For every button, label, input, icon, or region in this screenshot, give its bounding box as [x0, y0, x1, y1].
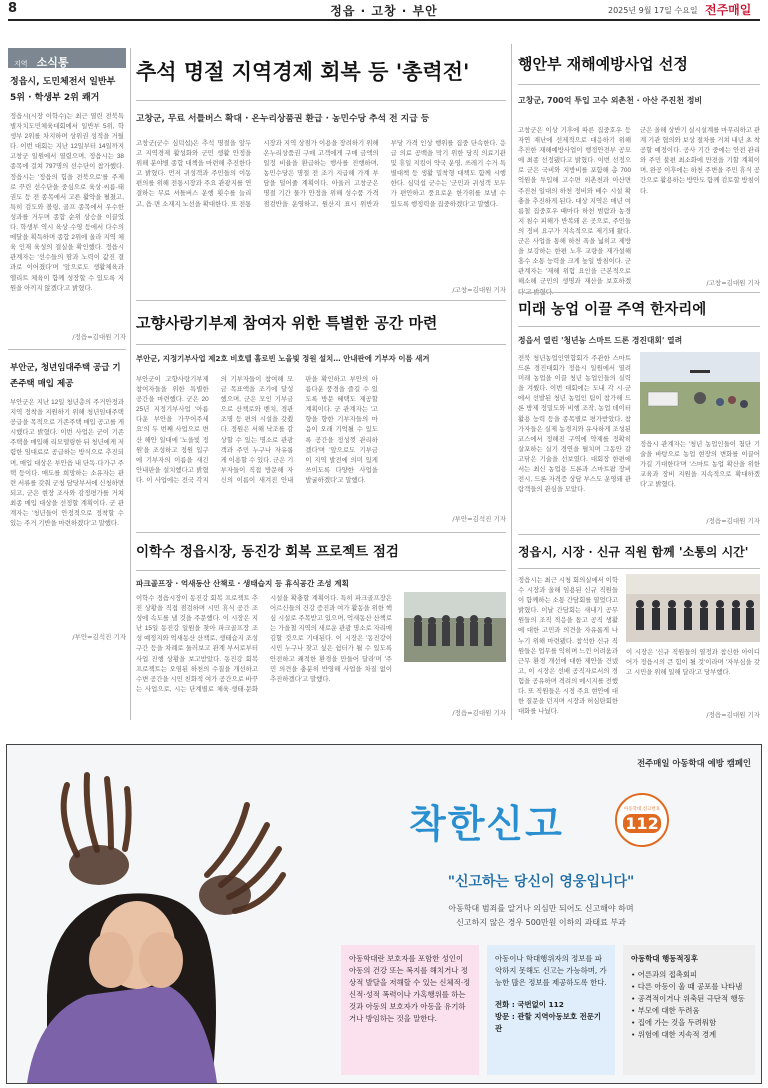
ad-signs-item: • 어른과의 접촉회피 — [631, 970, 698, 979]
campaign-logo — [409, 793, 669, 863]
left3-body: 이학수 정읍시장이 동진강 회복 프로젝트 추진 상황을 직접 점검하며 시민 휴식 공간 조성에 속도를 낼 것을 주문했다. 이 시장은 지난 15일 동진강 일원을 찾아 파크골프장 조성 예정지와 억새동산 산책로, 생태습지 조성 구간 등을 차례로 둘러보고 관계 부서로부터 사업 진행 상황을 보고받았다. 동진강 회복 프로젝트는 오염된 하천의 수질을 개선하고 수변 공간을 시민 친화적 여가 공간으로 바꾸는 사업으로, 시는 단계별로 체육·생태·문화 시설을 확충할 계획이다. 특히 파크골프장은 어르신들의 건강 증진과 여가 활동을 위한 핵심 시설로 주목받고 있으며, 억새동산 산책로는 가을철 지역의 새로운 관광 명소로 자리매김할 것으로 기대된다. 이 시장은 '동진강이 시민 누구나 찾고 싶은 쉼터가 될 수 있도록 안전하고 쾌적한 환경을 만들어 달라'며 '주민 의견을 충분히 반영해 사업을 차질 없이 추진하겠다'고 말했다. — [136, 595, 392, 693]
section-divider — [518, 292, 760, 293]
right2-body-2: 정읍시 관계자는 '청년 농업인들이 첨단 기술을 바탕으로 농업 현장의 변화를 이끌어 가길 기대한다'며 '스마트 농업 확산을 위한 교육과 장비 지원을 지속적으로 확대하겠다'고 밝혔다. — [640, 441, 760, 489]
right3-headline: 정읍시, 시장 · 신규 직원 함께 '소통의 시간' — [518, 545, 749, 559]
right1-headline: 행안부 재해예방사업 선정 — [518, 55, 688, 73]
logo-text: 착한신고 — [409, 802, 564, 846]
sidebar-tag: 지역 — [14, 60, 28, 68]
headline-rule — [518, 568, 760, 569]
sidebar-item1-headline: 정읍시, 도민체전서 일반부 5위 · 학생부 2위 쾌거 — [10, 77, 116, 103]
left3-headline: 이학수 정읍시장, 동진강 회복 프로젝트 점검 — [136, 544, 399, 560]
drone-contest-photo — [640, 352, 760, 434]
sidebar-divider — [8, 349, 126, 350]
ad-report-phone: 전화 : 국번없이 112 — [495, 1000, 564, 1009]
right-article-2 — [518, 294, 760, 534]
ad-signs-item: • 위험에 대한 지속적 경계 — [631, 1030, 717, 1039]
drone-contest-scene — [640, 352, 760, 434]
ad-signs-item: • 부모에 대한 두려움 — [631, 1006, 700, 1015]
page-number: 8 — [8, 1, 18, 16]
left-article-2 — [136, 302, 506, 530]
headline-rule — [136, 100, 506, 101]
headline-rule — [136, 344, 506, 345]
ad-signs-box — [623, 945, 755, 1075]
section-divider — [518, 534, 760, 535]
left2-headline: 고향사랑기부제 참여자 위한 특별한 공간 마련 — [136, 314, 438, 332]
inspection-group-scene — [404, 592, 506, 662]
left-article-3 — [136, 534, 506, 724]
sidebar-news-briefs — [8, 48, 126, 720]
main-body: 고창군(군수 심덕섭)은 추석 명절을 앞두고 지역경제 활성화와 군민 생활 안정을 위해 분야별 종합 대책을 마련해 추진한다고 밝혔다. 먼저 귀성객과 주민들의 이동 편의를 위해 전통시장과 주요 관광지를 연결하는 무료 셔틀버스 운행 횟수를 늘리고, 읍·면 소재지 노선을 확대한다. 또 전통시장과 지역 상점가 이용을 장려하기 위해 온누리상품권 구매 고객에게 구매 금액의 일정 비율을 환급하는 행사를 진행하며, 농민수당은 명절 전 조기 지급해 가계 부담을 덜어줄 계획이다. 아울러 고창군은 명절 기간 물가 안정을 위해 성수품 가격 점검반을 운영하고, 원산지 표시 위반과 부당 가격 인상 행위를 집중 단속한다. 응급 의료 공백을 막기 위한 당직 의료기관 및 휴일 지킴이 약국 운영, 쓰레기 수거 특별대책 등 생활 밀착형 대책도 함께 시행한다. 심덕섭 군수는 '군민과 귀성객 모두가 편안하고 풍요로운 한가위를 보낼 수 있도록 행정력을 집중하겠다'고 말했다. — [136, 140, 506, 208]
right1-subhead: 고창군, 700억 투입 고수 외촌천 · 아산 주진천 정비 — [518, 96, 703, 105]
right3-body: 정읍시는 최근 시청 회의실에서 이학수 시장과 올해 임용된 신규 직원들이 함께하는 소통 간담회를 열었다고 밝혔다. 이날 간담회는 새내기 공무원들의 조직 적응을 돕고 공직 생활에 대한 고민과 의견을 자유롭게 나누기 위해 마련됐다. 참석한 신규 직원들은 업무를 익히며 느낀 어려움과 근무 환경 개선에 대한 제안을 건넸고, 이 시장은 선배 공직자로서의 경험을 공유하며 격려의 메시지를 전했다. 또 직원들은 시정 주요 현안에 대한 질문을 던지며 시장과 허심탄회한 대화를 나눴다. — [518, 577, 618, 716]
main-article — [136, 44, 506, 294]
ad-report-box — [487, 945, 615, 1075]
ad-campaign-label: 전주매일 아동학대 예방 캠페인 — [637, 758, 751, 768]
right3-byline: /정읍=김대원 기자 — [706, 711, 760, 719]
page-header — [8, 0, 760, 18]
staff-group-scene — [626, 574, 760, 642]
ad-lead-1: 아동학대 범죄를 알거나 의심만 되어도 신고해야 하며 — [448, 904, 634, 913]
section-divider — [136, 300, 506, 301]
ad-report-visit: 방문 : 관할 지역아동보호 전문기관 — [495, 1012, 602, 1033]
left3-subhead: 파크골프장 · 억새동산 산책로 · 생태습지 등 휴식공간 조성 계획 — [136, 579, 349, 588]
sidebar-item2-byline: /부안=김석진 기자 — [72, 633, 126, 641]
staff-meeting-photo — [626, 574, 760, 642]
column-divider — [511, 44, 512, 720]
ad-report-text: 아동이나 학대행위자의 정보를 파악하지 못해도 신고는 가능하며, 가능한 많은 정보를 제공하도록 한다. — [495, 954, 607, 987]
left2-body-col4 — [392, 378, 506, 518]
right-article-1 — [518, 44, 760, 298]
ad-signs-item: • 집에 가는 것을 두려워함 — [631, 1018, 717, 1027]
ad-signs-item: • 공격적이거나 위축된 극단적 행동 — [631, 994, 745, 1003]
main-subhead: 고창군, 무료 서틀버스 확대 · 온누리상품권 환급 · 농민수당 추석 전 지급 등 — [136, 114, 430, 124]
campaign-advertisement — [6, 744, 762, 1084]
sidebar-title: 소식통 — [36, 56, 69, 69]
ad-signs-item: • 다른 아동이 울 때 공포를 나타냄 — [631, 982, 743, 991]
section-divider — [136, 532, 506, 533]
right2-subhead: 정읍서 열린 '청년농 스마트 드론 경진대회' 열려 — [518, 336, 683, 345]
headline-rule — [518, 326, 760, 327]
ad-definition-text: 아동학대란 보호자를 포함한 성인이 아동의 건강 또는 복지를 해치거나 정상적 발달을 저해할 수 있는 신체적·정신적·성적 폭력이나 가혹행위를 하는 것과 아동의 보호자가 아동을 유기하거나 방임하는 것을 말한다. — [349, 954, 471, 1023]
newspaper-name: 전주매일 — [705, 3, 752, 17]
right1-body: 고창군은 이상 기후에 따른 집중호우 등 자연 재난에 선제적으로 대응하기 위해 추진한 재해예방사업이 행정안전부 공모에 최종 선정됐다고 밝혔다. 이번 선정으로 군은 국비와 지방비를 포함해 총 700억원을 투입해 고수면 외촌천과 아산면 주진천 일대의 하천 정비와 배수 시설 확충을 추진하게 된다. 대상 지역은 매년 여름철 집중호우 때마다 하천 범람과 농경지 침수 피해가 반복돼 온 곳으로, 주민들의 정비 요구가 지속적으로 제기돼 왔다. 군은 사업을 통해 하천 폭을 넓히고 제방을 보강하는 한편 노후 교량을 재가설해 홍수 소통 능력을 크게 높일 방침이다. 군 관계자는 '재해 위험 요인을 근본적으로 해소해 군민의 생명과 재산을 보호하겠 — [518, 127, 631, 286]
sidebar-item1-byline: /정읍=김대원 기자 — [72, 333, 126, 341]
headline-rule — [136, 570, 506, 571]
issue-date: 2025년 9월 17일 수요일 — [608, 6, 698, 15]
header-rule — [8, 19, 760, 21]
right-article-3 — [518, 536, 760, 724]
sidebar-item2-headline: 부안군, 청년임대주택 공급 기존주택 매입 제공 — [10, 363, 121, 389]
right1-byline: /고창=김대원 기자 — [706, 279, 760, 287]
right2-body: 전북 청년농업인연합회가 주관한 스마트 드론 경진대회가 정읍시 일원에서 열려 미래 농업을 이끌 청년 농업인들의 실력을 겨뤘다. 이번 대회에는 도내 각 시·군에서 선발된 청년 농업인 팀이 참가해 드론 방제 정밀도와 비행 조작, 농업 데이터 활용 능력 등을 종목별로 평가받았다. 참가자들은 실제 농경지와 유사하게 조성된 코스에서 정해진 구역에 약제를 정확히 살포하는 실기 경연을 펼치며 그동안 갈고닦은 기술을 선보였다. 대회장 한편에서는 최신 농업용 드론과 스마트팜 장비 전시, 드론 자격증 상담 부스도 운영돼 관람객들의 관심을 모았다. — [518, 355, 631, 494]
riverside-inspection-photo — [404, 592, 506, 662]
sidebar-item2-body: 부안군은 지난 12일 청년층의 주거안정과 지역 정착을 지원하기 위해 청년임대주택 공급을 목적으로 기존주택 매입 공고를 게시했다고 밝혔다. 이번 사업은 군이 기존 주택을 매입해 리모델링한 뒤 청년에게 저렴한 임대료로 공급하는 방식으로 추진되며, 매입 대상은 부안읍 내 단독·다가구 주택 등이다. 매도를 희망하는 소유자는 관련 서류를 갖춰 군청 담당부서에 신청하면 되고, 군은 현장 조사와 감정평가를 거쳐 최종 매입 대상을 선정할 계획이다. 군 관계자는 '청년들이 안정적으로 정착할 수 있는 주거 기반을 마련하겠다'고 말했다. — [10, 399, 124, 528]
main-headline: 추석 명절 지역경제 회복 등 '총력전' — [136, 59, 470, 84]
right3-body-2: 이 시장은 '신규 직원들의 열정과 참신한 아이디어가 정읍시의 큰 힘이 될 것'이라며 '자부심을 갖고 시민을 위해 일해 달라'고 당부했다. — [626, 649, 760, 677]
frightened-child-illustration — [7, 745, 327, 1083]
sidebar-item1-body: 정읍시(시장 이학수)는 최근 열린 전북특별자치도민체육대회에서 일반부 5위, 학생부 2위를 차지하며 상위권 성적을 거뒀다. 이번 대회는 지난 12일부터 14일까지 고창군 일원에서 열렸으며, 정읍시는 38종목에 걸쳐 797명의 선수단이 참가했다. 정읍시는 '정읍의 힘을 전북으로'를 주제로 꾸린 선수단을 중심으로 육상·씨름·태권도 등 전 종목에서 고른 활약을 펼쳤고, 특히 검도와 볼링, 골프 종목에서 우수한 성과를 거두며 종합 순위 상승을 이끌었다. 학생부 역시 육상·수영 등에서 다수의 메달을 획득하며 종합 2위에 올라 지역 체육 인재 육성의 결실을 확인했다. 정읍시 관계자는 '선수들의 땀과 노력이 값진 결과로 이어졌다'며 '앞으로도 생활체육과 엘리트 체육이 함께 성장할 수 있도록 지원을 아끼지 않겠다'고 밝혔다. — [10, 113, 124, 292]
ad-lead-2: 신고하지 않은 경우 500만원 이하의 과태료 부과 — [456, 918, 626, 927]
main-byline: /고창=김대원 기자 — [452, 286, 506, 294]
sidebar-heading — [8, 48, 126, 68]
section-title: 정읍 · 고창 · 부안 — [330, 4, 438, 18]
ad-slogan: "신고하는 당신이 영웅입니다" — [447, 874, 635, 890]
left2-byline: /부안=김석진 기자 — [452, 515, 506, 523]
ad-signs-title: 아동학대 행동적징후 — [631, 954, 698, 963]
left3-byline: /정읍=김대원 기자 — [452, 709, 506, 717]
left2-body: 부안군이 고향사랑기부제 참여자들을 위한 특별한 공간을 마련했다. 군은 2025년 지정기부사업 '아름다운 부안을 가꾸어주세요'의 두 번째 사업으로 변산 해안 일대에 '노을빛 정원'을 조성하고 정원 입구에 기부자의 이름을 새긴 안내판을 설치했다고 밝혔다. 이 사업에는 전국 각지의 기부자들이 참여해 모금 목표액을 조기에 달성했으며, 군은 모인 기부금으로 산책로와 벤치, 경관 조명 등 편의 시설을 갖췄다. 정원은 서해 낙조를 감상할 수 있는 명소로 관광객과 주민 누구나 자유롭게 이용할 수 있다. 군은 기부자들이 직접 방문해 자신의 이름이 새겨진 안내판을 확인하고 부안의 아름다운 풍경을 즐길 수 있도록 방문 혜택도 제공할 계획이다. 군 관계자는 '고향을 향한 기부자들의 마음이 오래 기억될 수 있도록 공간을 정성껏 관리하겠다'며 '앞으로도 기부금이 지역 발전에 의미 있게 쓰이도록 다양한 사업을 발굴하겠다'고 말했다. — [136, 376, 378, 484]
headline-rule — [518, 84, 760, 85]
badge-label: 아동학대 신고번호 — [623, 807, 661, 812]
right1-body-2: 군은 올해 상반기 실시설계를 마무리하고 관계 기관 협의와 보상 절차를 거쳐 내년 초 착공할 예정이다. 공사 기간 중에는 안전 관리와 주민 불편 최소화에 만전을 기할 계획이며, 완공 이후에는 하천 주변을 주민 휴식 공간으로 활용하는 방안도 함께 검토할 방침이다. — [640, 127, 760, 195]
column-divider — [130, 48, 131, 720]
right2-headline: 미래 농업 이끌 주역 한자리에 — [518, 301, 707, 318]
right2-byline: /정읍=김대원 기자 — [706, 517, 760, 525]
ad-definition-box — [341, 945, 479, 1075]
badge-112 — [615, 793, 669, 847]
badge-number: 112 — [623, 814, 661, 833]
left2-subhead: 부안군, 지정기부사업 제2호 비호텔 홀로빈 노을빛 정원 설치… 안내판에 기부자 이름 새겨 — [136, 354, 430, 363]
